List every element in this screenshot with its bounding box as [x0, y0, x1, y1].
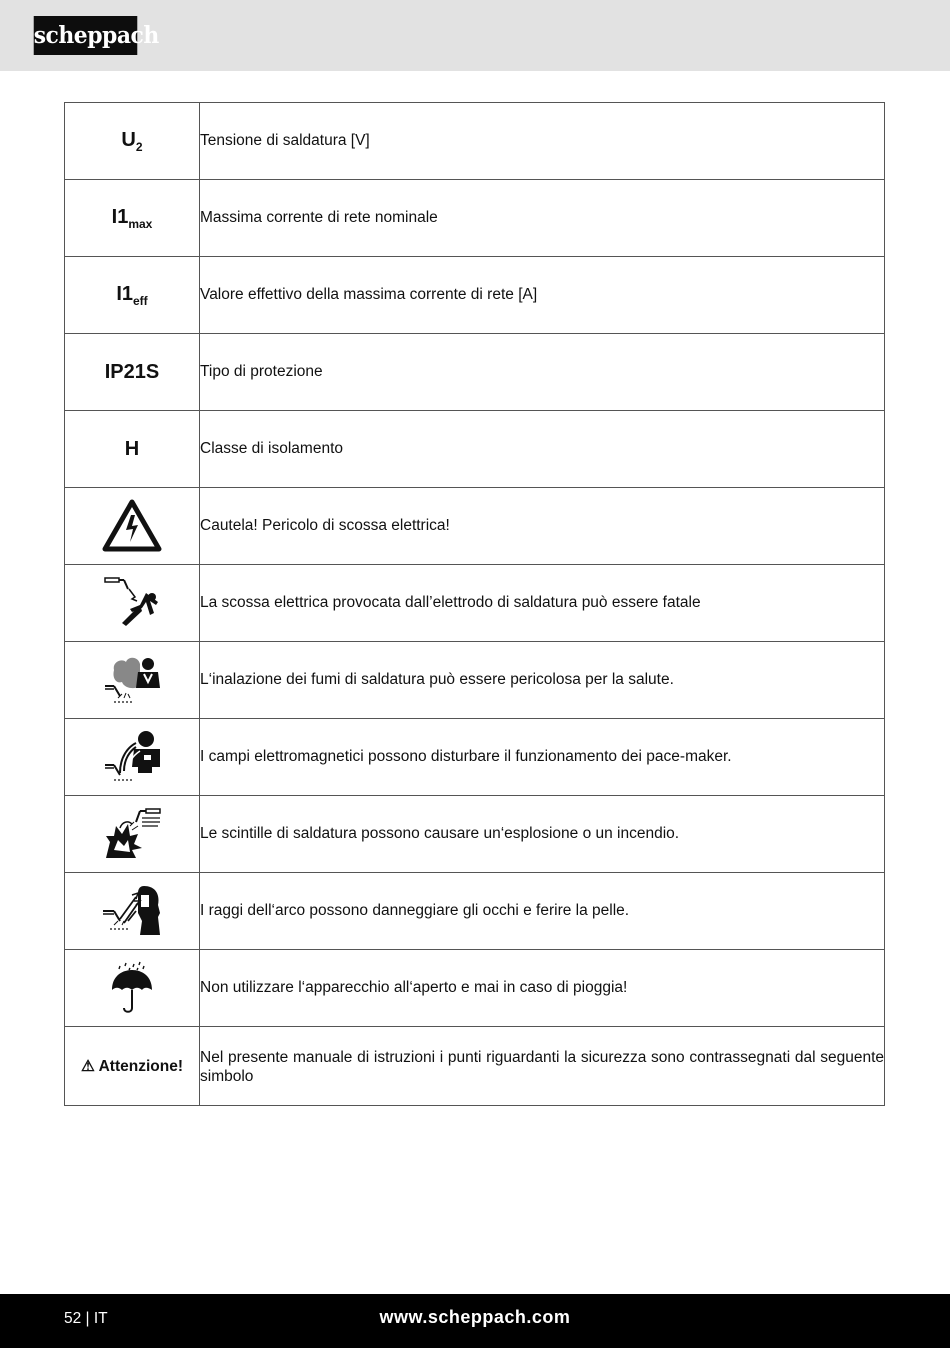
description: Massima corrente di rete nominale	[200, 180, 885, 257]
symbol-label: H	[124, 437, 140, 460]
table-row	[65, 180, 885, 257]
description: Le scintille di saldatura possono causare un‘esplosione o un incendio.	[200, 796, 885, 873]
description: Non utilizzare l‘apparecchio all‘aperto e mai in caso di pioggia!	[200, 950, 885, 1027]
symbol-label: $U_2$	[121, 128, 143, 154]
description: L‘inalazione dei fumi di saldatura può essere pericolosa per la salute.	[200, 642, 885, 719]
table-row	[65, 103, 885, 180]
scheppach-logo: scheppach	[34, 16, 138, 55]
electromagnetic-field-icon	[102, 729, 162, 785]
table-row	[65, 950, 885, 1027]
table-row	[65, 334, 885, 411]
symbol-label: IP21S	[104, 360, 160, 383]
electrode-shock-icon	[102, 575, 162, 631]
description: Nel presente manuale di istruzioni i punti riguardanti la sicurezza sono contrassegnati dal seguente simbolo	[200, 1027, 885, 1106]
description: Tensione di saldatura [V]	[200, 103, 885, 180]
table-row	[65, 719, 885, 796]
description: Cautela! Pericolo di scossa elettrica!	[200, 488, 885, 565]
table-row	[65, 411, 885, 488]
description: I raggi dell‘arco possono danneggiare gli occhi e ferire la pelle.	[200, 873, 885, 950]
page-number: 52 | IT	[64, 1310, 108, 1327]
attention-label: ⚠ Attenzione!	[80, 1057, 183, 1075]
table-row	[65, 873, 885, 950]
explosion-fire-icon	[102, 806, 162, 862]
umbrella-rain-icon	[104, 960, 160, 1016]
description: I campi elettromagnetici possono disturbare il funzionamento dei pace-maker.	[200, 719, 885, 796]
arc-rays-icon	[100, 883, 164, 939]
welding-fumes-icon	[102, 652, 162, 708]
symbol-label: $I1_{eff}$	[116, 282, 148, 308]
table-row	[65, 796, 885, 873]
description: Tipo di protezione	[200, 334, 885, 411]
table-row	[65, 257, 885, 334]
table-row	[65, 565, 885, 642]
description: La scossa elettrica provocata dall’elettrodo di saldatura può essere fatale	[200, 565, 885, 642]
table-row	[65, 488, 885, 565]
table-row	[65, 1027, 885, 1106]
electric-shock-warning-icon	[102, 499, 162, 553]
symbol-label: $I1_{max}$	[111, 205, 153, 231]
website-link[interactable]: www.scheppach.com	[379, 1307, 571, 1327]
table-row	[65, 642, 885, 719]
description: Classe di isolamento	[200, 411, 885, 488]
header-bar	[0, 0, 950, 71]
description: Valore effettivo della massima corrente di rete [A]	[200, 257, 885, 334]
symbols-table	[64, 102, 885, 1106]
